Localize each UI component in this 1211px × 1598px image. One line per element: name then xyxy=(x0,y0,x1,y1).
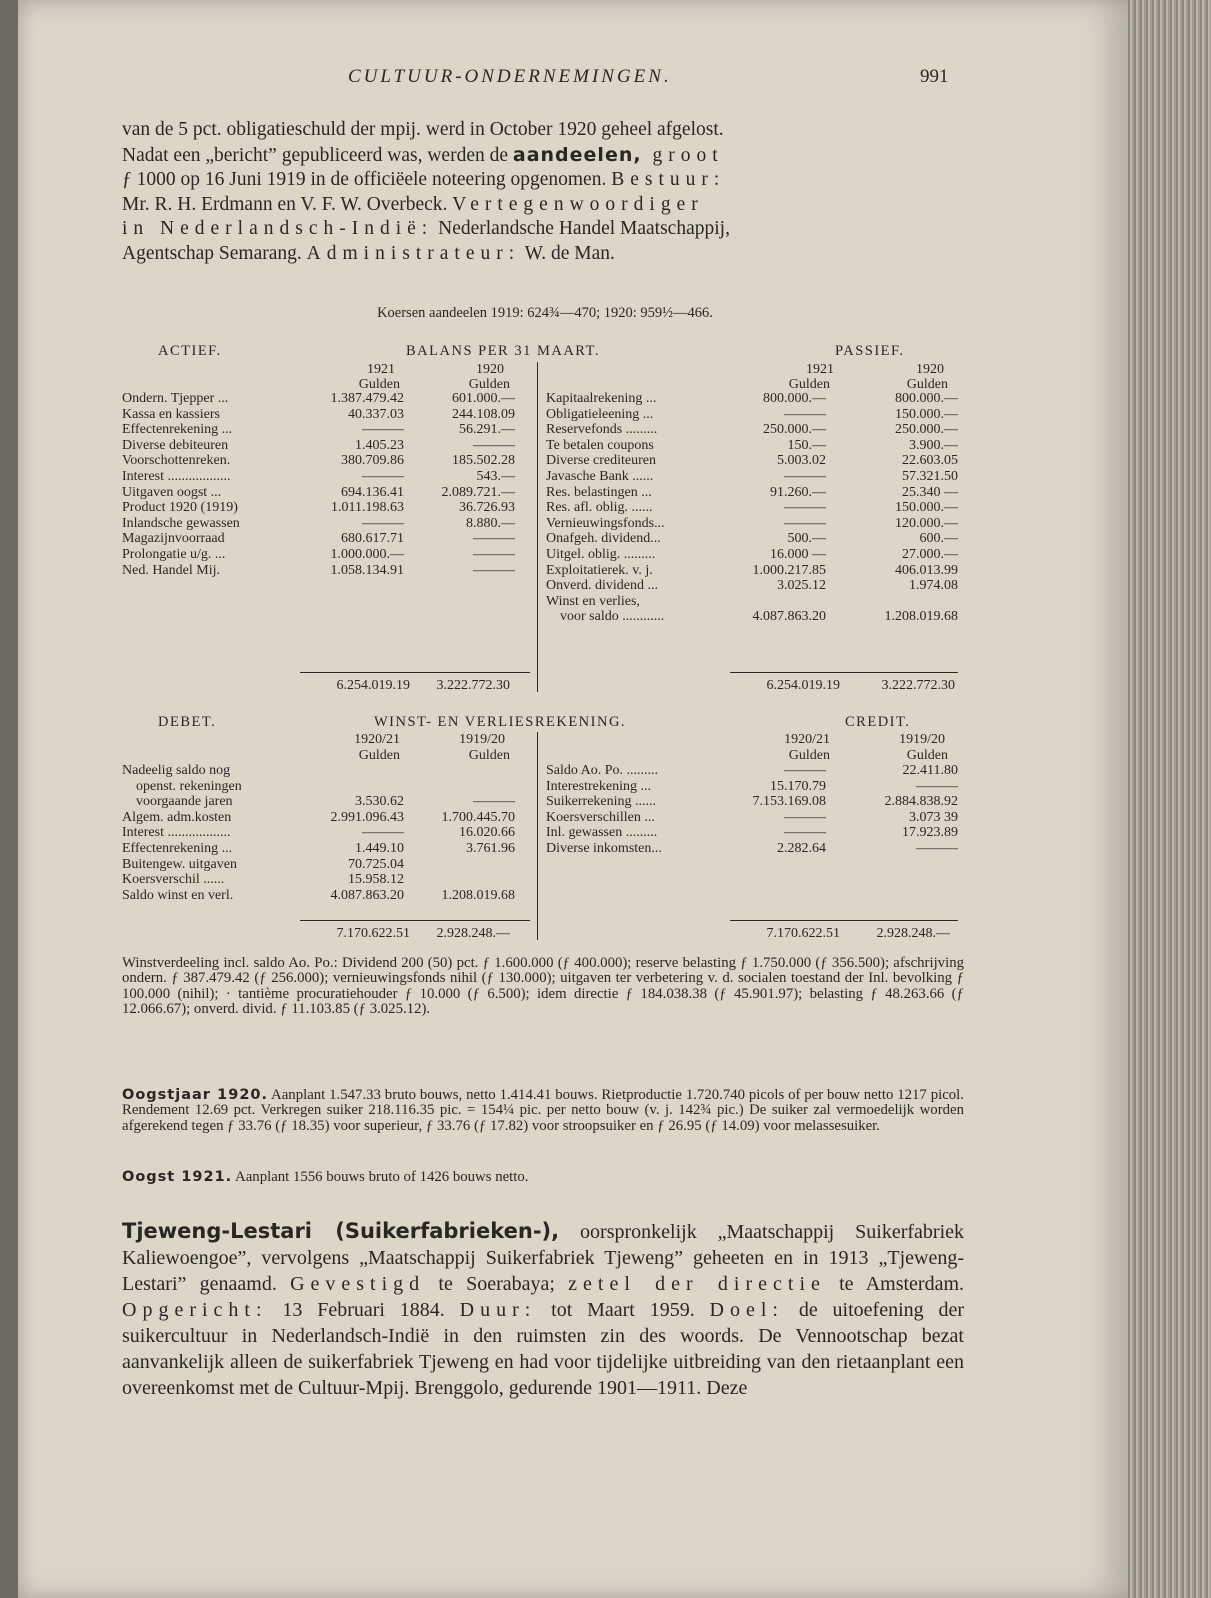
ledger-value: 500.— xyxy=(787,531,826,547)
intro-text: ƒ 1000 op 16 Juni 1919 in de officiëele noteering opgenomen. xyxy=(122,169,607,190)
unit-header: Gulden xyxy=(906,748,948,763)
ledger-label: Res. afl. oblig. ...... xyxy=(546,500,653,516)
unit-header: Gulden xyxy=(358,748,400,763)
passief-label: PASSIEF. xyxy=(835,343,905,359)
ledger-label: Onafgeh. dividend... xyxy=(546,531,661,547)
ledger-value: 250.000.— xyxy=(763,422,826,438)
ledger-value: ——— xyxy=(784,825,826,841)
ledger-value: 1.058.134.91 xyxy=(330,562,404,578)
ledger-label: Diverse debiteuren xyxy=(122,437,229,453)
ledger-value: ——— xyxy=(784,469,826,484)
ledger-value: 22.603.05 xyxy=(902,453,958,469)
ledger-value: 57.321.50 xyxy=(902,469,958,484)
total-rule xyxy=(730,672,958,673)
ledger-value: 3.530.62 xyxy=(355,794,404,810)
shares-keyword: aandeelen, xyxy=(512,143,642,166)
ledger-label: Onverd. dividend ... xyxy=(546,578,658,594)
harvest-1921-text: Aanplant 1556 bouws bruto of 1426 bouws netto. xyxy=(232,1169,529,1185)
ledger-label: Te betalen coupons xyxy=(546,437,654,453)
ledger-label: Saldo winst en verl. xyxy=(122,887,234,903)
year-header: 1919/20 xyxy=(459,732,505,747)
ledger-value: 3.025.12 xyxy=(777,578,826,594)
ledger-label: Ondern. Tjepper ... xyxy=(122,391,229,406)
company-text: te Soerabaya; xyxy=(425,1273,569,1295)
duration-keyword: Duur: xyxy=(459,1299,537,1321)
credit-label: CREDIT. xyxy=(845,714,911,730)
ledger-value: 36.726.93 xyxy=(459,500,515,516)
harvest-1920-note xyxy=(122,1088,964,1134)
total-value: 7.170.622.51 xyxy=(766,926,840,941)
ledger-label: Koersverschillen ... xyxy=(546,809,655,825)
profit-loss-title: WINST- EN VERLIESREKENING. xyxy=(374,714,627,730)
ledger-value: ——— xyxy=(916,778,958,794)
ledger-label: Koersverschil ...... xyxy=(122,872,225,888)
harvest-1921-note xyxy=(122,1170,964,1185)
unit-header: Gulden xyxy=(788,748,830,763)
ledger-value: 150.000.— xyxy=(895,406,958,422)
ledger-label: Uitgel. oblig. ......... xyxy=(546,547,656,562)
ledger-label: Prolongatie u/g. ... xyxy=(122,547,226,562)
intro-text: Mr. R. H. Erdmann en V. F. W. Overbeck. xyxy=(122,193,448,215)
ledger-value: 91.260.— xyxy=(770,484,826,500)
ledger-label: Effectenrekening ... xyxy=(122,841,233,856)
company-name: Tjeweng-Lestari (Suikerfabrieken-), xyxy=(122,1219,560,1243)
total-rule xyxy=(300,920,530,921)
total-value: 7.170.622.51 xyxy=(336,926,410,941)
ledger-label: Buitengew. uitgaven xyxy=(122,856,237,872)
ledger-value: ——— xyxy=(473,562,515,578)
ledger-value: ——— xyxy=(362,515,404,531)
ledger-value: 15.170.79 xyxy=(770,778,826,794)
ledger-value: 1.000.217.85 xyxy=(752,562,826,578)
purpose-keyword: Doel: xyxy=(709,1299,784,1321)
ledger-label: Diverse inkomsten... xyxy=(546,841,662,856)
column-divider xyxy=(537,732,538,940)
book-gutter xyxy=(0,0,18,1598)
ledger-value: 543.— xyxy=(476,469,515,484)
intro-text: van de 5 pct. obligatieschuld der mpij. werd in October 1920 geheel afgelost. xyxy=(122,119,724,140)
ledger-value: ——— xyxy=(784,500,826,516)
intro-text: Nederlandsche Handel Maatschappij, xyxy=(433,218,730,239)
ledger-value: 2.282.64 xyxy=(777,841,826,856)
ledger-value: 150.— xyxy=(787,437,826,453)
ledger-value: 3.073 39 xyxy=(909,809,958,825)
ledger-label: Magazijnvoorraad xyxy=(122,531,225,547)
harvest-1921-label: Oogst 1921. xyxy=(122,1169,233,1185)
ledger-value: ——— xyxy=(473,531,515,547)
company-text: te Amsterdam. xyxy=(825,1273,965,1295)
ledger-value: ——— xyxy=(784,763,826,778)
year-header: 1921 xyxy=(367,362,395,377)
ledger-value: 600.— xyxy=(919,531,958,547)
ledger-value: 1.700.445.70 xyxy=(441,809,515,825)
ledger-value: ——— xyxy=(362,469,404,484)
year-header: 1920 xyxy=(476,362,504,377)
ledger-value: 680.617.71 xyxy=(341,531,404,547)
ledger-label: Winst en verlies, xyxy=(546,593,640,609)
company-text: tot Maart 1959. xyxy=(536,1299,710,1321)
unit-header: Gulden xyxy=(788,377,830,392)
ledger-value: 380.709.86 xyxy=(341,453,404,469)
year-header: 1920 xyxy=(916,362,944,377)
ledger-value: 800.000.— xyxy=(895,391,958,406)
intro-paragraph xyxy=(122,118,964,266)
page-stack-edge xyxy=(1128,0,1211,1598)
ledger-value: 1.000.000.— xyxy=(330,547,404,562)
ledger-value: ——— xyxy=(473,794,515,810)
ledger-value: 17.923.89 xyxy=(902,825,958,841)
total-value: 6.254.019.19 xyxy=(336,678,410,693)
ledger-value: 25.340 — xyxy=(902,484,958,500)
ledger-value: 1.974.08 xyxy=(909,578,958,594)
ledger-label: Interestrekening ... xyxy=(546,778,651,794)
ledger-label: Kassa en kassiers xyxy=(122,406,220,422)
profit-distribution-note: Winstverdeeling incl. saldo Ao. Po.: Dividend 200 (50) pct. ƒ 1.600.000 (ƒ 400.000); reserve belasting ƒ 1.750.000 (ƒ 356.500); afschrijving ondern. ƒ 387.479.42 (ƒ 256.000); vernieuwingsfonds nihil (ƒ 130.000); uitgaven ter verbetering v. d. socialen toestand der Inl. bevolking ƒ 100.000 (nihil); · tantième procuratiehouder ƒ 10.000 (ƒ 6.500); idem directie ƒ 184.038.38 (ƒ 45.901.97); belasting ƒ 48.263.66 (ƒ 12.066.67); onverd. divid. ƒ 11.103.85 (ƒ 3.025.12). xyxy=(122,955,964,1017)
ledger-value: 406.013.99 xyxy=(895,562,958,578)
ledger-value: 1.208.019.68 xyxy=(441,887,515,903)
ledger-value: 16.020.66 xyxy=(459,825,515,841)
administrator-keyword: Administrateur: xyxy=(306,242,521,264)
ledger-value: 694.136.41 xyxy=(341,484,404,500)
ledger-value: 4.087.863.20 xyxy=(330,887,404,903)
ledger-value: 2.991.096.43 xyxy=(330,809,404,825)
ledger-value: 1.449.10 xyxy=(355,841,404,856)
share-prices: Koersen aandeelen 1919: 624¾—470; 1920: 959½—466. xyxy=(377,305,713,321)
ledger-label: Saldo Ao. Po. ......... xyxy=(546,763,659,778)
ledger-label: Interest .................. xyxy=(122,825,231,841)
intro-line xyxy=(122,143,964,169)
ledger-value: 3.761.96 xyxy=(466,841,515,856)
ledger-label: Ned. Handel Mij. xyxy=(122,562,220,578)
ledger-value: ——— xyxy=(362,825,404,841)
ledger-value: ——— xyxy=(784,406,826,422)
intro-line xyxy=(122,168,964,193)
intro-line xyxy=(122,242,964,267)
ledger-label: Diverse crediteuren xyxy=(546,453,656,469)
ledger-label: Inl. gewassen ......... xyxy=(546,825,658,841)
year-header: 1920/21 xyxy=(354,732,400,747)
ledger-label: Obligatieleening ... xyxy=(546,406,654,422)
total-rule xyxy=(730,920,958,921)
page-header xyxy=(0,62,1211,92)
ledger-label: Product 1920 (1919) xyxy=(122,500,238,516)
total-value: 2.928.248.— xyxy=(436,926,510,941)
ledger-value: ——— xyxy=(784,515,826,531)
ledger-value: 3.900.— xyxy=(909,437,958,453)
ledger-value: 800.000.— xyxy=(763,391,826,406)
unit-header: Gulden xyxy=(906,377,948,392)
intro-text: Nadat een „bericht” gepubliceerd was, werden de xyxy=(122,144,513,166)
ledger-label: Uitgaven oogst ... xyxy=(122,484,222,500)
ledger-label: Res. belastingen ... xyxy=(546,484,652,500)
ledger-value: 250.000.— xyxy=(895,422,958,438)
total-value: 3.222.772.30 xyxy=(436,678,510,693)
ledger-value: 120.000.— xyxy=(895,515,958,531)
total-value: 2.928.248.— xyxy=(876,926,950,941)
unit-header: Gulden xyxy=(358,377,400,392)
year-header: 1919/20 xyxy=(899,732,945,747)
ledger-label: Nadeelig saldo nog xyxy=(122,763,231,778)
company-text: 13 Februari 1884. xyxy=(267,1299,460,1321)
ledger-value: ——— xyxy=(916,841,958,856)
harvest-1920-label: Oogstjaar 1920. xyxy=(122,1087,268,1103)
intro-line xyxy=(122,118,964,143)
ledger-label: Kapitaalrekening ... xyxy=(546,391,657,406)
ledger-label: Interest .................. xyxy=(122,469,231,484)
balance-title: BALANS PER 31 MAART. xyxy=(406,343,601,359)
ledger-value: 2.884.838.92 xyxy=(884,794,958,810)
intro-text: groot xyxy=(641,144,724,166)
established-keyword: Gevestigd xyxy=(290,1273,426,1295)
ledger-label: openst. rekeningen xyxy=(136,778,242,794)
page-number: 991 xyxy=(920,66,949,87)
ledger-value: 56.291.— xyxy=(459,422,515,438)
ledger-label: Effectenrekening ... xyxy=(122,422,233,438)
intro-text: W. de Man. xyxy=(520,242,615,264)
ledger-value: 2.089.721.— xyxy=(441,484,515,500)
intro-line xyxy=(122,217,964,242)
harvest-1920-text: Aanplant 1.547.33 bruto bouws, netto 1.414.41 bouws. Rietproductie 1.720.740 picols of per bouw netto 1217 picol. Rendement 12.69 pct. Verkregen suiker 218.116.35 pic. = 154¼ pic. per netto bouw (v. j. 142¾ pic.) De suiker zal vermoedelijk worden afgerekend tegen ƒ 33.76 (ƒ 18.35) voor superieur, ƒ 33.76 (ƒ 17.82) voor stroopsuiker en ƒ 26.95 (ƒ 14.09) voor melassesuiker. xyxy=(122,1087,964,1134)
column-divider xyxy=(537,362,538,692)
ledger-label: Javasche Bank ...... xyxy=(546,469,654,484)
year-header: 1920/21 xyxy=(784,732,830,747)
debet-label: DEBET. xyxy=(158,714,217,730)
seat-keyword: zetel der directie xyxy=(568,1273,826,1295)
ledger-value: ——— xyxy=(473,437,515,453)
unit-header: Gulden xyxy=(468,377,510,392)
intro-text: Agentschap Semarang. xyxy=(122,242,302,264)
running-title: CULTUUR-ONDERNEMINGEN. xyxy=(348,66,672,87)
ledger-label: Suikerrekening ...... xyxy=(546,794,657,810)
bestuur-keyword: Bestuur: xyxy=(611,169,726,190)
total-value: 3.222.772.30 xyxy=(881,678,955,693)
ledger-value: 15.958.12 xyxy=(348,872,404,888)
company-text: oorspronkelijk „Maatschappij Suikerfabriek Kaliewoengoe”, vervolgens „Maatschappij Suikerfabriek Tjeweng” geheeten en in 1913 „Tjeweng-Lestari” genaamd. xyxy=(122,1221,964,1295)
ledger-label: voorgaande jaren xyxy=(136,794,233,810)
ledger-value: 27.000.— xyxy=(902,547,958,562)
ledger-label: Exploitatierek. v. j. xyxy=(546,562,653,578)
ledger-value: 1.405.23 xyxy=(355,437,404,453)
company-entry xyxy=(122,1218,964,1401)
ledger-value: 70.725.04 xyxy=(348,856,404,872)
ledger-value: 601.000.— xyxy=(452,391,515,406)
unit-header: Gulden xyxy=(468,748,510,763)
intro-line xyxy=(122,193,964,218)
ledger-label: Algem. adm.kosten xyxy=(122,809,232,825)
year-header: 1921 xyxy=(806,362,834,377)
actief-label: ACTIEF. xyxy=(158,343,222,359)
ledger-value: 8.880.— xyxy=(466,515,515,531)
ledger-label: Inlandsche gewassen xyxy=(122,515,240,531)
founded-keyword: Opgericht: xyxy=(122,1299,268,1321)
ledger-label: voor saldo ............ xyxy=(560,609,665,625)
ledger-value: ——— xyxy=(473,547,515,562)
ledger-value: ——— xyxy=(362,422,404,438)
region-keyword: in Nederlandsch-Indië: xyxy=(122,218,434,239)
ledger-value: 22.411.80 xyxy=(902,763,958,778)
total-rule xyxy=(300,672,530,673)
ledger-value: 7.153.169.08 xyxy=(752,794,826,810)
ledger-value: 1.208.019.68 xyxy=(884,609,958,625)
ledger-value: 16.000 — xyxy=(770,547,826,562)
ledger-value: 185.502.28 xyxy=(452,453,515,469)
ledger-label: Reservefonds ......... xyxy=(546,422,658,438)
ledger-value: 40.337.03 xyxy=(348,406,404,422)
representative-keyword: Vertegenwoordiger xyxy=(452,193,704,215)
ledger-label: Vernieuwingsfonds... xyxy=(546,515,665,531)
ledger-value: 1.011.198.63 xyxy=(331,500,404,516)
ledger-value: 244.108.09 xyxy=(452,406,515,422)
ledger-value: 150.000.— xyxy=(895,500,958,516)
ledger-value: 5.003.02 xyxy=(777,453,826,469)
ledger-value: 1.387.479.42 xyxy=(330,391,404,406)
total-value: 6.254.019.19 xyxy=(766,678,840,693)
company-text: de uitoefening der suikercultuur in Nederlandsch-Indië in den ruimsten zin des woords. De Vennootschap bezat aanvankelijk alleen de suikerfabriek Tjeweng en had voor tijdelijke uitbreiding van den rietaanplant een overeenkomst met de Cultuur-Mpij. Brenggolo, gedurende 1901—1911. Deze xyxy=(122,1299,964,1399)
ledger-value: ——— xyxy=(784,809,826,825)
ledger-label: Voorschottenreken. xyxy=(122,453,231,469)
ledger-value: 4.087.863.20 xyxy=(752,609,826,625)
